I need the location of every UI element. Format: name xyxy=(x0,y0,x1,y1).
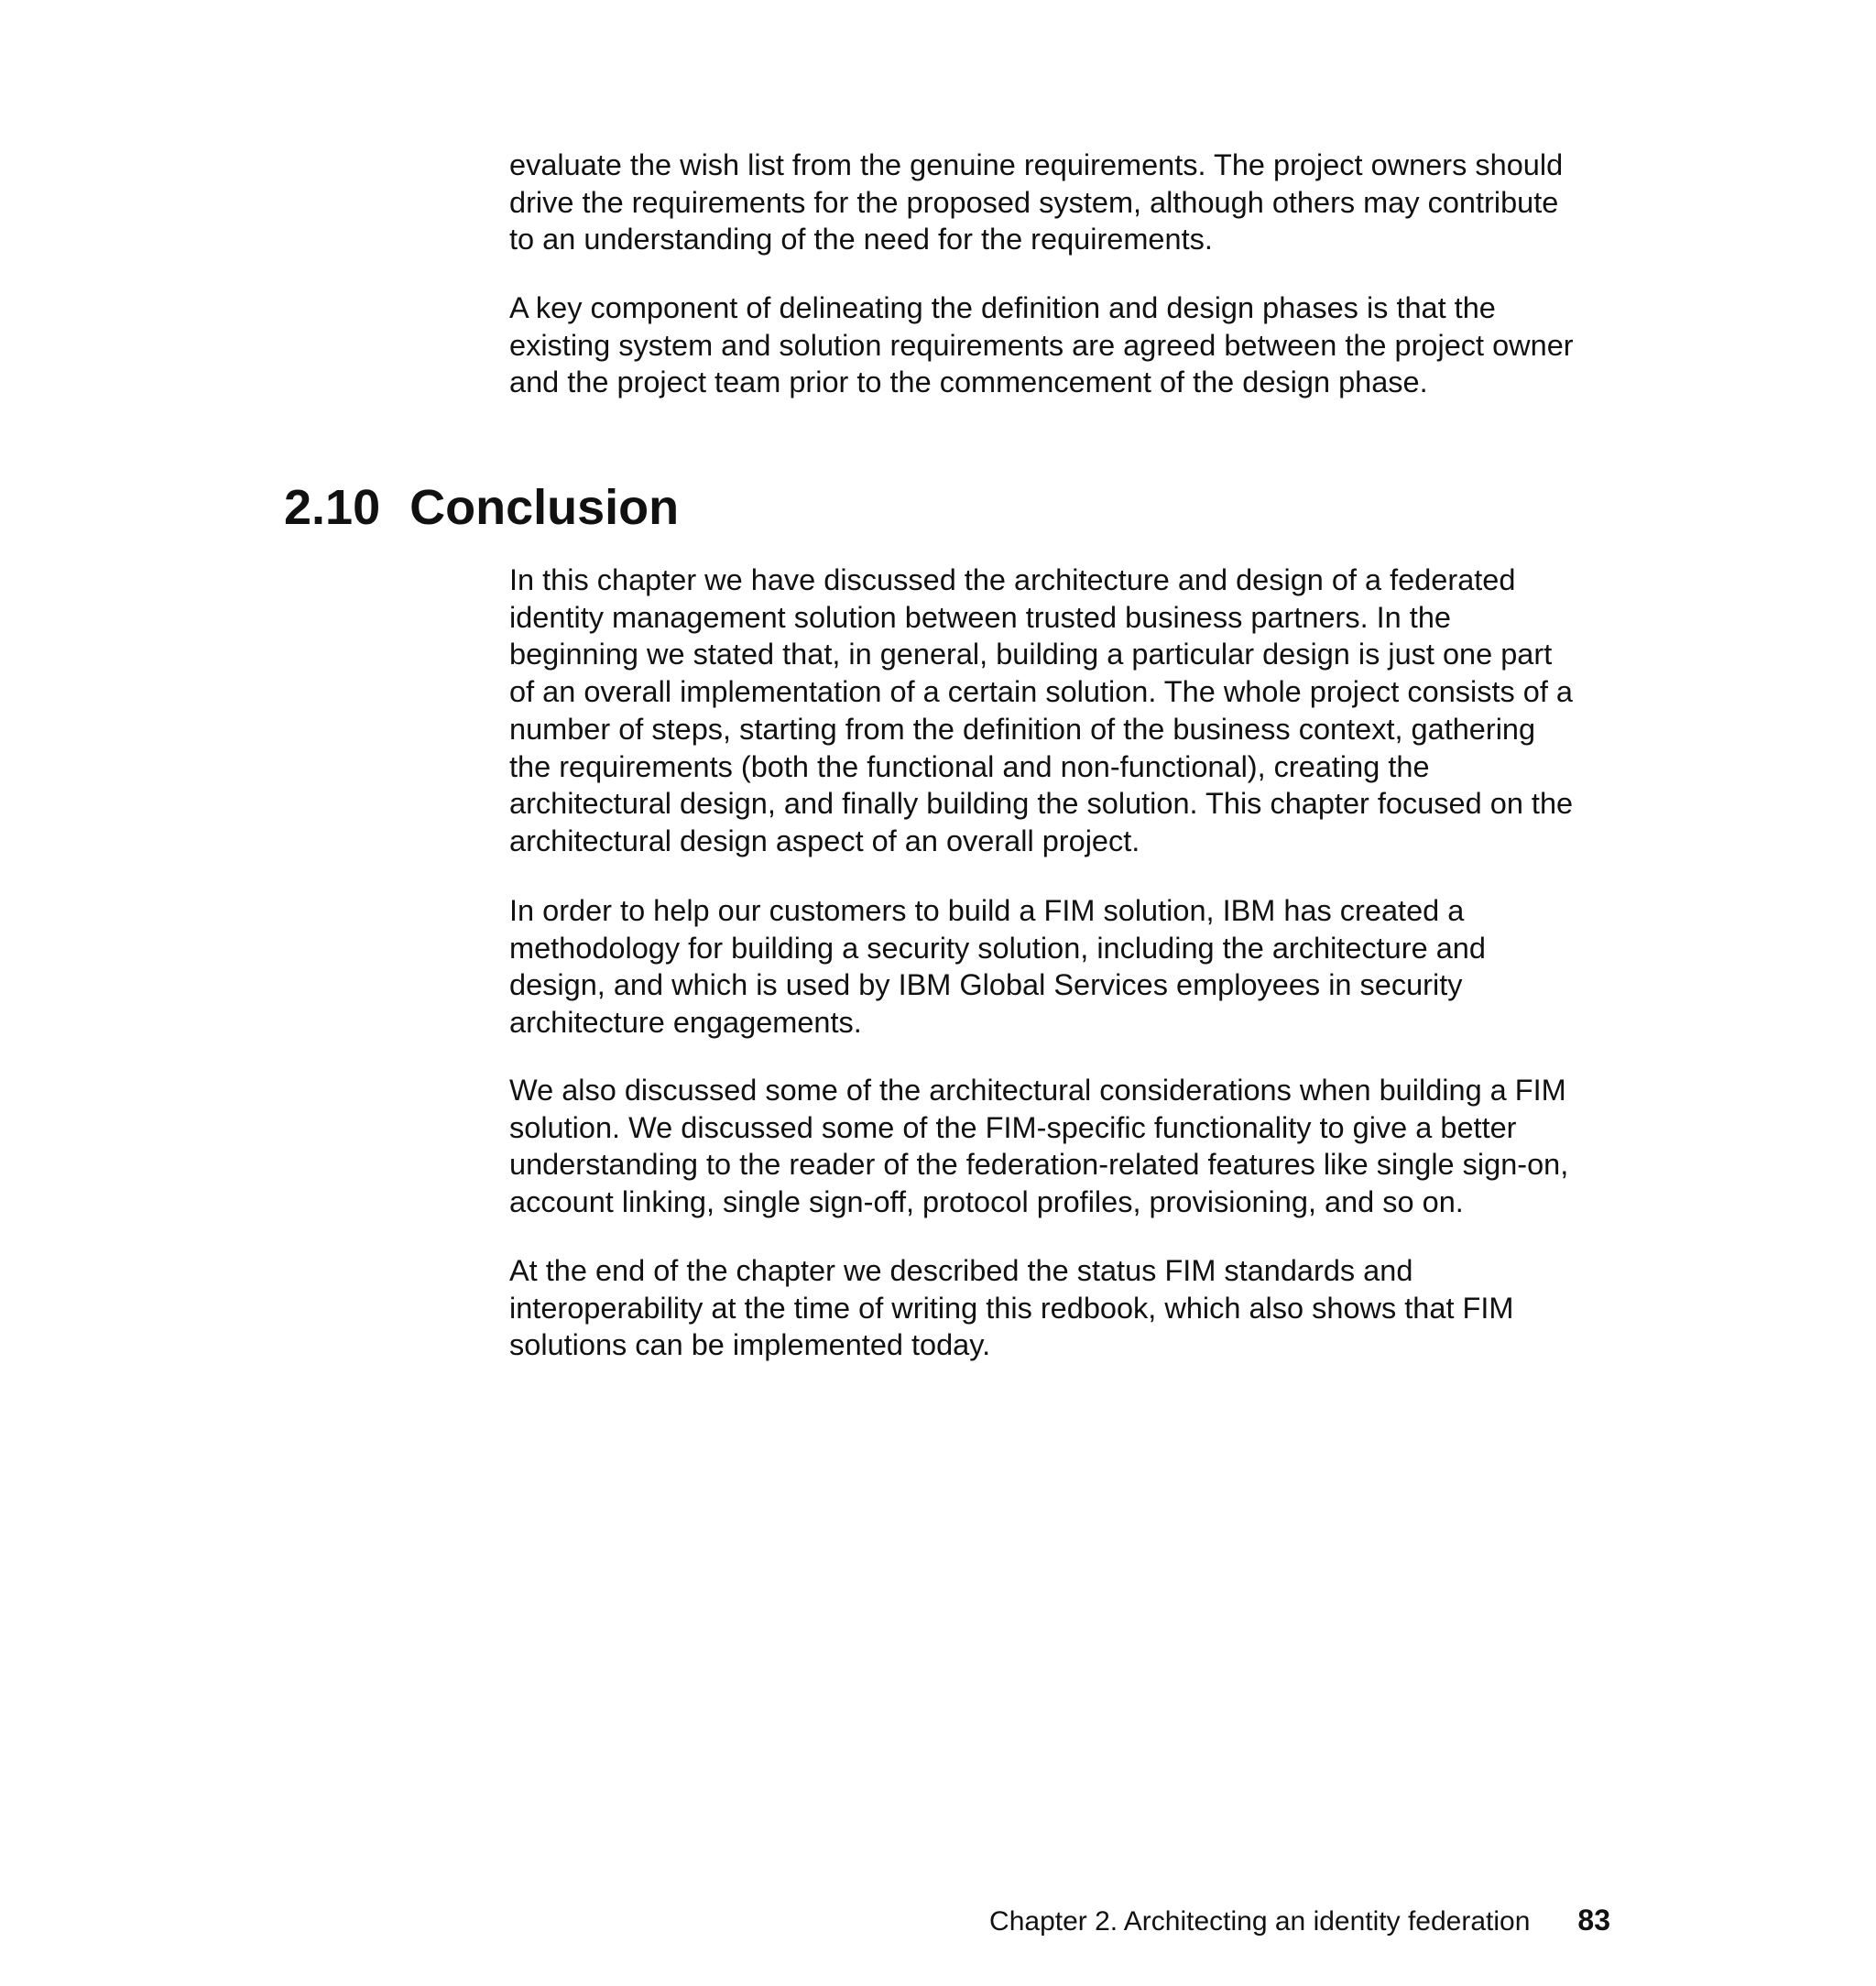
text-line: interoperability at the time of writing this redbook, which also shows that FIM xyxy=(509,1291,1514,1325)
text-line: drive the requirements for the proposed system, although others may contribute xyxy=(509,185,1559,219)
conclusion-paragraph xyxy=(509,562,1609,860)
text-line: We also discussed some of the architectural considerations when building a FIM xyxy=(509,1074,1566,1107)
section-title: Conclusion xyxy=(409,480,680,535)
text-line: beginning we stated that, in general, building a particular design is just one part xyxy=(509,638,1553,671)
text-line: architecture engagements. xyxy=(509,1006,862,1040)
text-line: evaluate the wish list from the genuine requirements. The project owners should xyxy=(509,148,1564,181)
text-line: account linking, single sign-off, protocol profiles, provisioning, and so on. xyxy=(509,1185,1464,1219)
text-line: and the project team prior to the commencement of the design phase. xyxy=(509,366,1428,399)
text-line: In this chapter we have discussed the architecture and design of a federated xyxy=(509,563,1516,596)
text-line: to an understanding of the need for the requirements. xyxy=(509,223,1213,256)
body-paragraph xyxy=(509,147,1609,258)
section-number: 2.10 xyxy=(284,480,381,535)
text-line: At the end of the chapter we described the status FIM standards and xyxy=(509,1254,1413,1287)
section-heading xyxy=(284,478,679,537)
conclusion-paragraph xyxy=(509,1252,1609,1364)
text-line: methodology for building a security solution, including the architecture and xyxy=(509,931,1486,965)
conclusion-paragraph xyxy=(509,1072,1609,1221)
text-line: of an overall implementation of a certain solution. The whole project consists of a xyxy=(509,675,1574,709)
body-paragraph xyxy=(509,289,1609,401)
text-line: solution. We discussed some of the FIM-specific functionality to give a better xyxy=(509,1110,1517,1144)
text-line: In order to help our customers to build a FIM solution, IBM has created a xyxy=(509,894,1465,927)
text-line: A key component of delineating the definition and design phases is that the xyxy=(509,291,1496,324)
text-line: number of steps, starting from the definition of the business context, gathering xyxy=(509,712,1536,746)
text-line: understanding to the reader of the federation-related features like single sign-on, xyxy=(509,1148,1569,1182)
footer-chapter-title: Chapter 2. Architecting an identity federation xyxy=(989,1906,1531,1937)
text-line: the requirements (both the functional and non-functional), creating the xyxy=(509,749,1430,783)
text-line: solutions can be implemented today. xyxy=(509,1328,991,1362)
page-number: 83 xyxy=(1577,1904,1610,1937)
text-line: identity management solution between trusted business partners. In the xyxy=(509,600,1451,634)
text-line: architectural design aspect of an overall project. xyxy=(509,824,1140,857)
text-line: design, and which is used by IBM Global Services employees in security xyxy=(509,968,1463,1002)
page-footer xyxy=(989,1904,1610,1938)
text-line: existing system and solution requirements are agreed between the project owner xyxy=(509,328,1574,362)
text-line: architectural design, and finally building the solution. This chapter focused on the xyxy=(509,787,1574,821)
conclusion-paragraph xyxy=(509,892,1609,1042)
